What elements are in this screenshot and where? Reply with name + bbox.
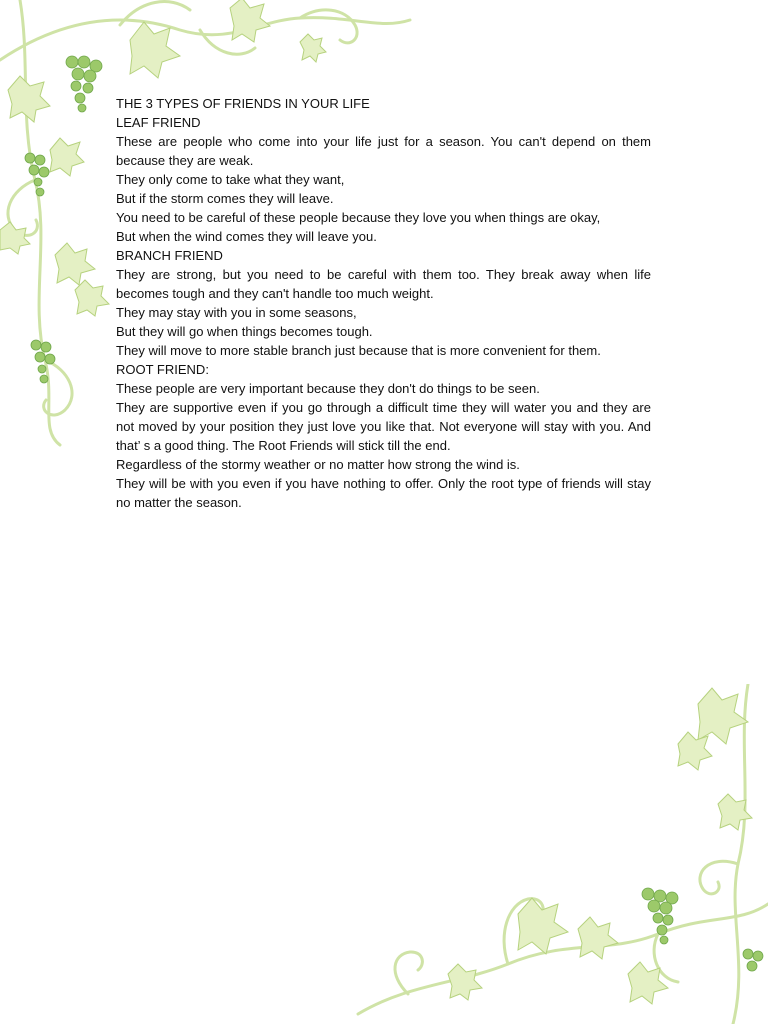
leaf-friend-line: But when the wind comes they will leave you. [116, 229, 377, 244]
branch-friend-line: They will move to more stable branch just because that is more convenient for them. [116, 343, 601, 358]
branch-friend-line: They are strong, but you need to be careful with them too. They break away when life becomes tough and they can't handle too much weight. [116, 267, 651, 301]
branch-friend-line: But they will go when things becomes tough. [116, 324, 373, 339]
root-friend-line: They will be with you even if you have nothing to offer. Only the root type of friends will stay no matter the season. [116, 476, 651, 510]
root-friend-line: Regardless of the stormy weather or no matter how strong the wind is. [116, 457, 520, 472]
vine-decoration-bottom-right [348, 684, 768, 1024]
root-friend-heading: ROOT FRIEND: [116, 362, 209, 377]
leaf-friend-line: But if the storm comes they will leave. [116, 191, 334, 206]
article-body [116, 94, 651, 512]
leaf-friend-line: They only come to take what they want, [116, 172, 345, 187]
branch-friend-line: They may stay with you in some seasons, [116, 305, 357, 320]
leaf-friend-heading: LEAF FRIEND [116, 115, 201, 130]
document-title: THE 3 TYPES OF FRIENDS IN YOUR LIFE [116, 96, 370, 111]
root-friend-line: These people are very important because they don't do things to be seen. [116, 381, 540, 396]
leaf-friend-line: These are people who come into your life just for a season. You can't depend on them because they are weak. [116, 134, 651, 168]
branch-friend-heading: BRANCH FRIEND [116, 248, 223, 263]
leaf-friend-line: You need to be careful of these people because they love you when things are okay, [116, 210, 601, 225]
root-friend-line: They are supportive even if you go through a difficult time they will water you and they are not moved by your position they just love you like that. Not everyone will stay with you. And that’ s a good thing. The Root Friends will stick till the end. [116, 400, 651, 453]
